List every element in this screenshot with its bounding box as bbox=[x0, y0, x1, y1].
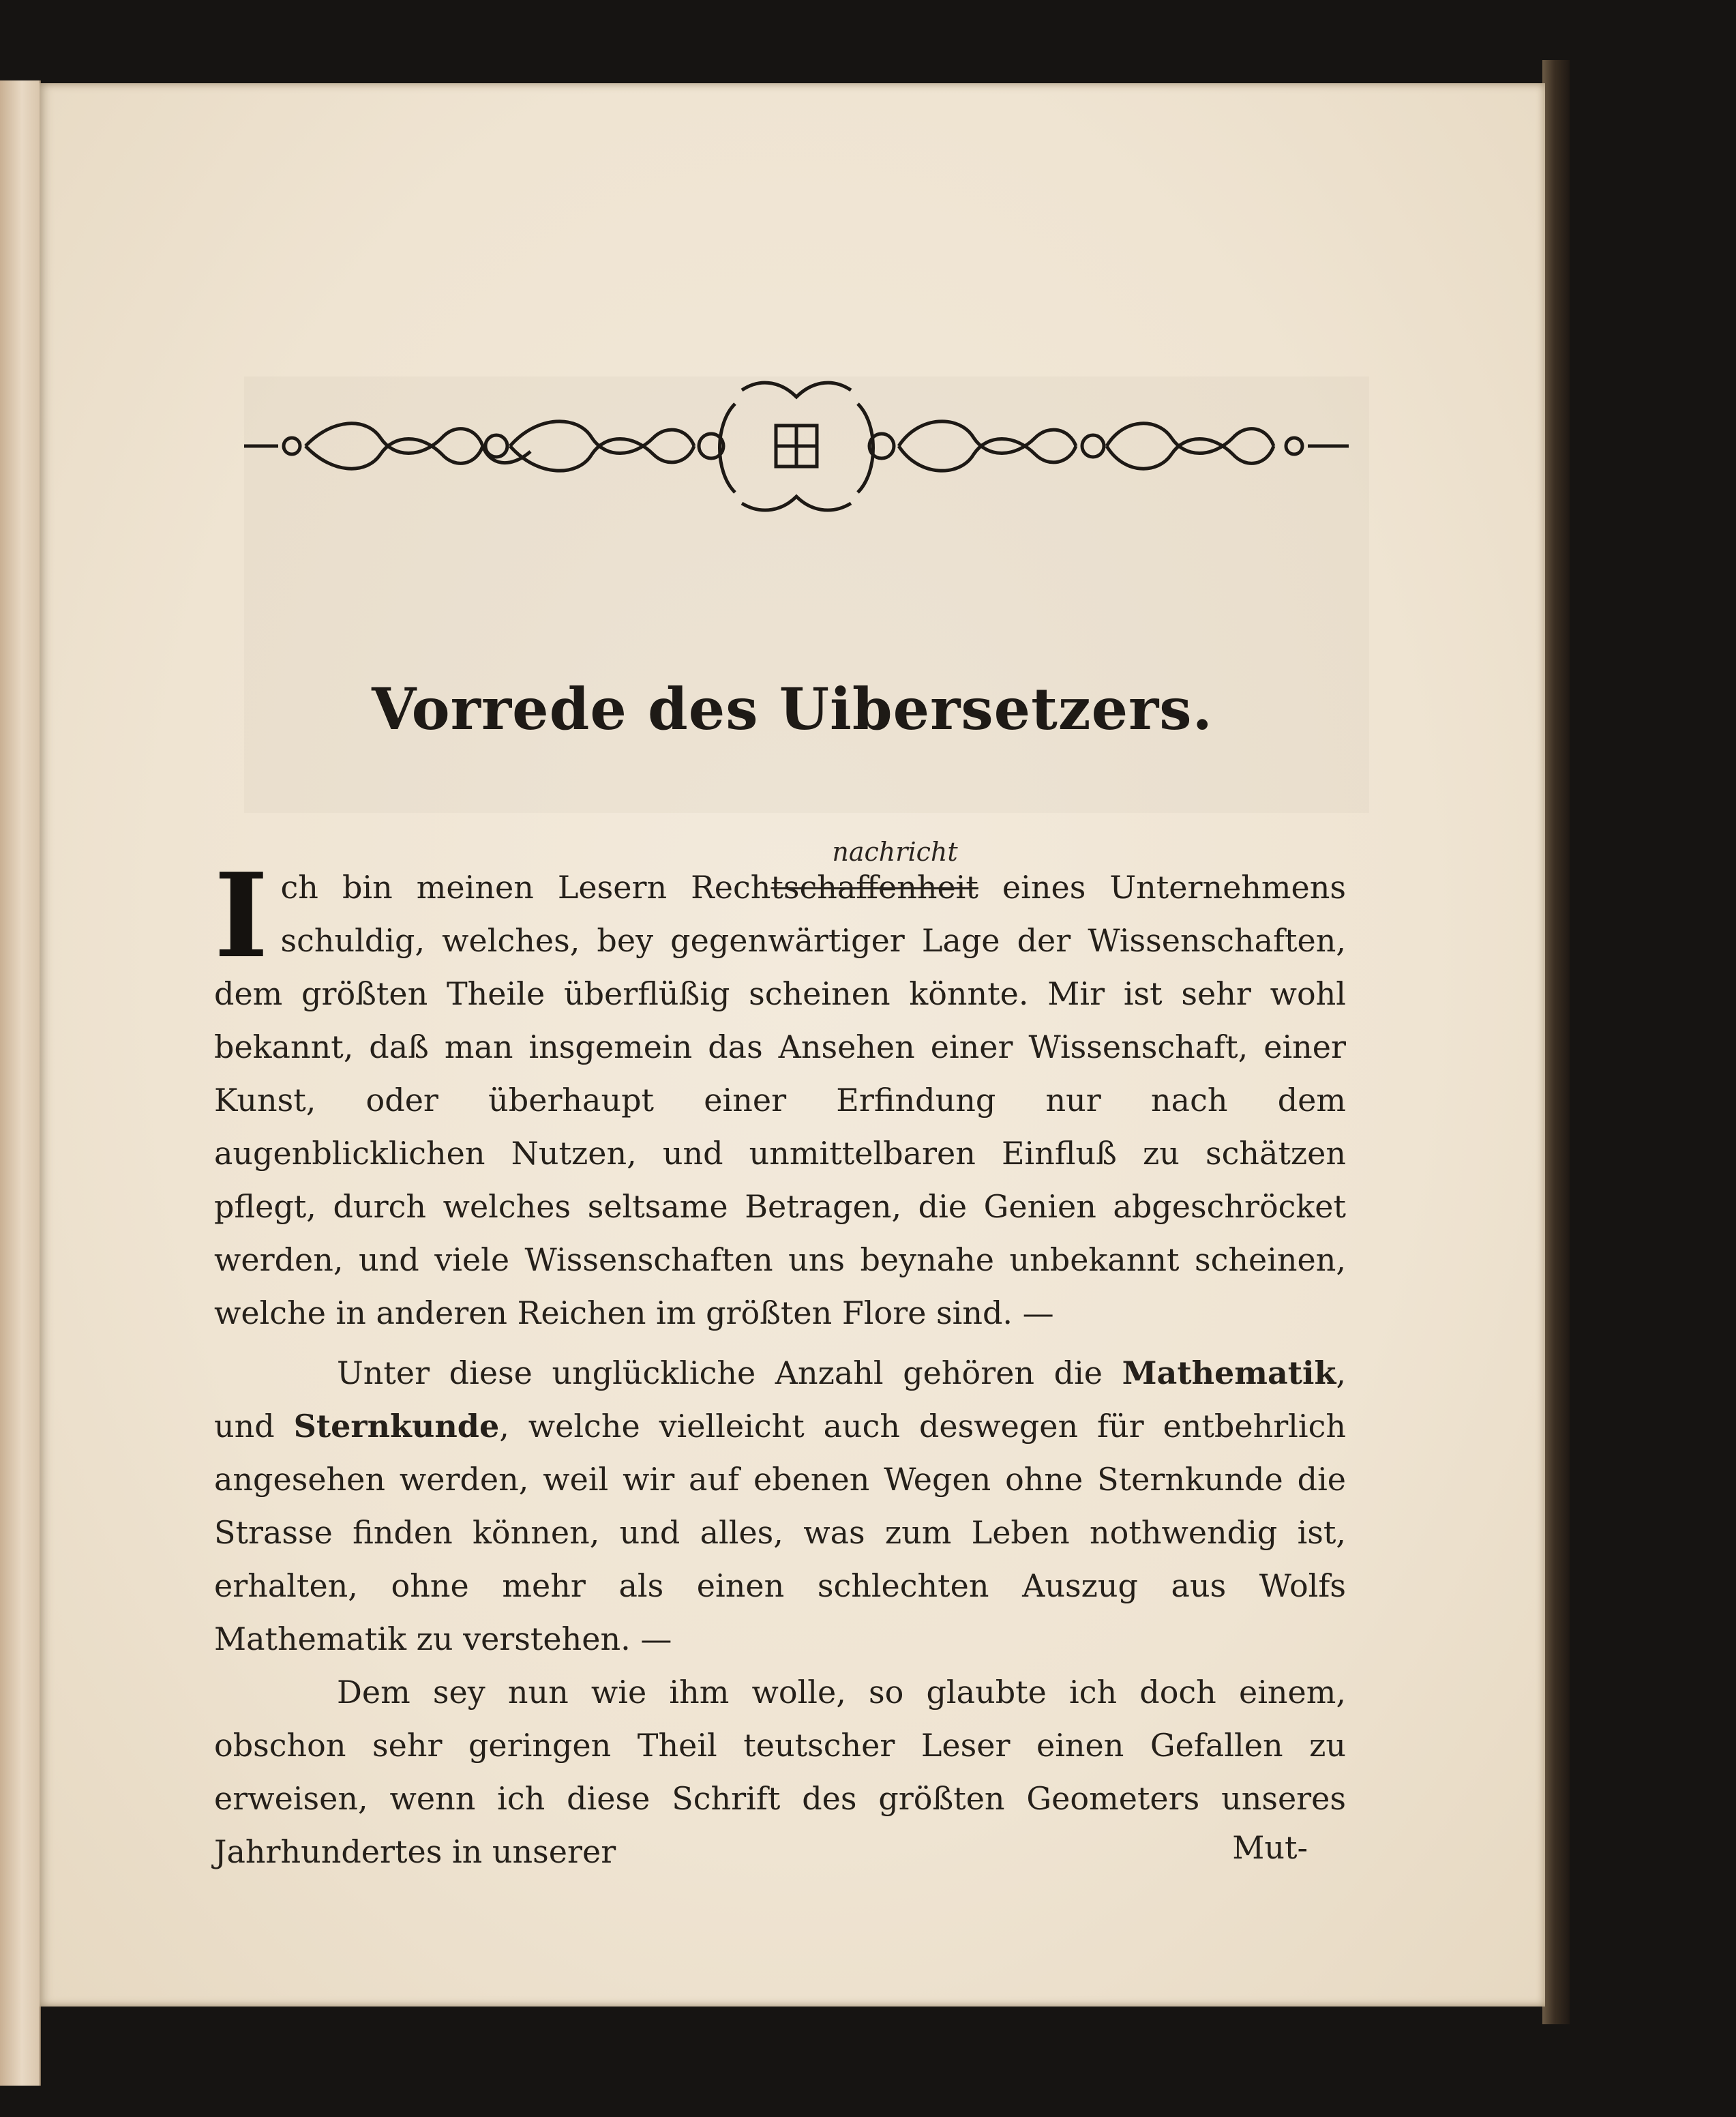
correction bbox=[770, 837, 978, 906]
paragraph-3: Dem sey nun wie ihm wolle, so glaubte ich doch einem, obschon sehr geringen Theil teutscher Leser einen Gefallen zu erweisen, wenn ich diese Schrift des größten Geometers unseres Jahrhundertes in unserer bbox=[214, 1674, 1346, 1870]
emphasis-sternkunde: Sternkunde bbox=[293, 1408, 500, 1445]
paragraph-1 bbox=[214, 837, 1346, 1339]
page-title: Vorrede des Uibersetzers. bbox=[372, 675, 1213, 743]
paragraph-2-text: Unter diese unglückliche Anzahl gehören die bbox=[337, 1354, 1122, 1391]
paragraph-2 bbox=[214, 1346, 1346, 1666]
drop-cap: I bbox=[214, 848, 269, 984]
book-binding-edge bbox=[1542, 60, 1570, 2024]
paragraph-2-text: , welche vielleicht auch deswegen für entbehrlich angesehen werden, weil wir auf ebenen Wegen ohne Sternkunde die Strasse finden können, und alles, was zum Leben nothwendig ist, erhalten, ohne mehr als einen schlechten Auszug aus Wolfs Mathematik zu verstehen. — bbox=[214, 1408, 1346, 1657]
paragraph-1-rest: eines Unternehmens schuldig, welches, bey gegenwärtiger Lage der Wissenschaften, dem größten Theile überflüßig scheinen könnte. Mir ist sehr wohl bekannt, daß man insgemein das Ansehen einer Wissenschaft, einer Kunst, oder überhaupt einer Erfindung nur nach dem augenblicklichen Nutzen, und unmittelbaren Einfluß zu schätzen pflegt, durch welches seltsame Betragen, die Genien abgeschröcket werden, und viele Wissenschaften uns beynahe unbekannt scheinen, welche in anderen Reichen im größten Flore sind. — bbox=[214, 869, 1346, 1331]
facing-page-edge bbox=[0, 80, 41, 2086]
struck-through-text: tschaffenheit bbox=[770, 869, 978, 906]
catchword: Mut- bbox=[1232, 1829, 1308, 1866]
emphasis-mathematik: Mathematik bbox=[1122, 1354, 1336, 1391]
paragraph-2-text: , und bbox=[214, 1354, 1346, 1445]
book-page bbox=[40, 83, 1545, 2007]
handwritten-insertion: nachricht bbox=[832, 837, 958, 867]
decorative-headpiece-ornament bbox=[237, 370, 1356, 520]
paragraph-1-start: ch bin meinen Lesern Rech bbox=[280, 869, 771, 906]
